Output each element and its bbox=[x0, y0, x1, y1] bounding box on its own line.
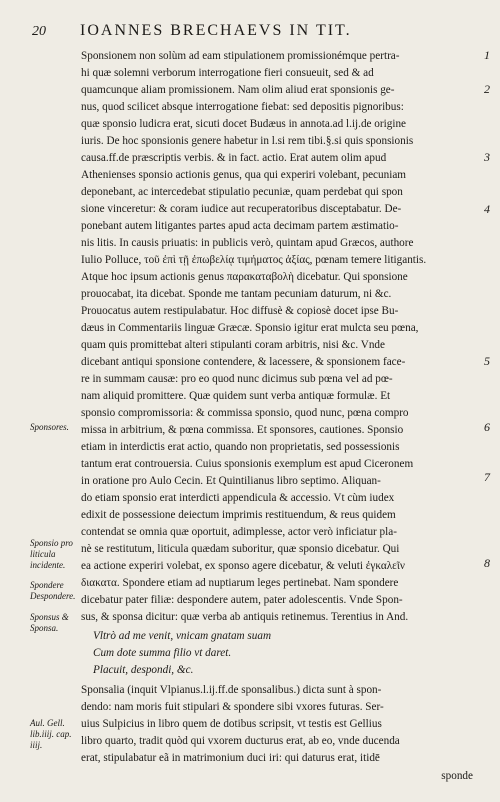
margin-note-sponsio-pro-liticula: Sponsio pro liticula incidente. bbox=[30, 538, 73, 570]
running-head: IOANNES BRECHAEVS IN TIT. bbox=[80, 22, 352, 39]
verse-line: Placuit, despondi, &c. bbox=[93, 664, 194, 676]
text-line: Atque hoc ipsum actionis genus παρακαταβολὴ dicebatur. Qui sponsione bbox=[81, 271, 408, 283]
text-line: dicebant antiqui sponsione contendere, & lacessere, & sponsionem face- bbox=[81, 356, 406, 368]
margin-note-sponsores: Sponsores. bbox=[30, 422, 69, 432]
text-line: tantum erat controuersia. Cuius sponsionis exemplum est apud Ciceronem bbox=[81, 458, 414, 470]
text-line: missa in arbitrium, & pœna commissa. Et sponsores, cautiones. Sponsio bbox=[81, 424, 404, 436]
text-line: erat, stipulabatur eã in matrimonium duci iri: qui daturus erat, itidē bbox=[81, 752, 380, 764]
text-line: dendo: nam moris fuit stipulari & spondere sibi vxores futuras. Ser- bbox=[81, 701, 384, 713]
text-line: sus, & sponsa dicitur: quæ verba ab antiquis retinemus. Terentius in And. bbox=[81, 611, 409, 623]
text-line: sponsio compromissoria: & commissa sponsio, quod nunc, pœna compro bbox=[81, 407, 409, 419]
verse-line: Cum dote summa filio vt daret. bbox=[93, 647, 232, 659]
text-line: nè se restitutum, liticula quædam suboritur, quæ sponsio dicebatur. Qui bbox=[81, 543, 400, 555]
text-line: etiam in interdictis erat actio, quando non proprietatis, sed possessionis bbox=[81, 441, 400, 453]
text-line: dicebatur pater filiæ: despondere autem, pater adolescentis. Vnde Spon- bbox=[81, 594, 403, 606]
text-line: hi quæ solemni verborum interrogatione fieri consueuit, sed & ad bbox=[81, 67, 374, 79]
margin-number: 3 bbox=[484, 150, 490, 164]
margin-number: 4 bbox=[484, 202, 490, 216]
text-line: nus, quod scilicet absque interrogatione fiebat: sed depositis pignoribus: bbox=[81, 101, 404, 113]
margin-number: 8 bbox=[484, 556, 490, 570]
text-line: contendat se omnia quæ oportuit, adimplesse, actor verò inficiatur pla- bbox=[81, 526, 397, 538]
text-line: in oratione pro Aulo Cecin. Et Quintilianus libro septimo. Aliquan- bbox=[81, 475, 381, 487]
text-line: prouocabat, ita dicebat. Sponde me tantam pecuniam daturum, ni &c. bbox=[81, 288, 392, 300]
text-line: Athenienses sponsio actionis genus, qua qui experiri volebant, pecuniam bbox=[81, 169, 406, 181]
text-line: iuris. De hoc sponsionis genere habetur in l.si rem tibi.§.si quis sponsionis bbox=[81, 135, 414, 147]
margin-number: 6 bbox=[484, 420, 490, 434]
text-line: nam aliquid promittere. Quæ quidem sunt verba antiquæ formulæ. Et bbox=[81, 390, 391, 402]
text-line: quamcunque aliam promissionem. Nam olim aliud erat sponsionis ge- bbox=[81, 84, 395, 96]
text-line: uius Sulpicius in libro quem de dotibus scripsit, vt testis est Gellius bbox=[81, 718, 382, 730]
text-line: ea actione experiri volebat, ex sponso agere dicebatur, & veluti ἐγκαλεῖν bbox=[81, 560, 405, 572]
text-line: causa.ff.de præscriptis verbis. & in fact. actio. Erat autem olim apud bbox=[81, 152, 387, 164]
text-line: do etiam sponsio erat interdicti appendicula & accessio. Vt cùm iudex bbox=[81, 492, 395, 504]
text-line: Sponsionem non solùm ad eam stipulationem promissionémque pertra- bbox=[81, 50, 400, 62]
margin-number: 1 bbox=[484, 48, 490, 62]
margin-note-sponsus-sponsa: Sponsus & Sponsa. bbox=[30, 612, 69, 633]
text-line: edixit de possessione deiectum imprimis restituendum, & reus quidem bbox=[81, 509, 396, 521]
catchword: sponde bbox=[441, 770, 473, 782]
page-header bbox=[0, 22, 500, 42]
text-line: deponebant, ac intercedebat stipulatio pecuniæ, quam perdebat qui spon bbox=[81, 186, 403, 198]
text-line: dæus in Commentariis linguæ Græcæ. Sponsio igitur erat mulcta seu pœna, bbox=[81, 322, 419, 334]
text-line: quam quis promittebat alteri stipulanti coram arbitris, nisi &c. Vnde bbox=[81, 339, 385, 351]
margin-note-spondere-despondere: Spondere Despondere. bbox=[30, 580, 76, 601]
margin-number: 7 bbox=[484, 470, 490, 484]
text-line: re in summam causæ: pro eo quod nunc dicimus sub pœna vel ad pœ- bbox=[81, 373, 393, 385]
margin-note-aul-gell: Aul. Gell. lib.iiij. cap. iiij. bbox=[30, 718, 72, 750]
page-number: 20 bbox=[32, 24, 46, 39]
text-line: διακατα. Spondere etiam ad nuptiarum leges pertinebat. Nam spondere bbox=[81, 577, 399, 589]
text-line: Sponsalia (inquit Vlpianus.l.ij.ff.de sponsalibus.) dicta sunt à spon- bbox=[81, 684, 382, 696]
verse-line: Vltrò ad me venit, vnicam gnatam suam bbox=[93, 630, 272, 642]
text-line: quæ sponsio ludicra erat, sicuti docet Budæus in annota.ad l.ij.de origine bbox=[81, 118, 407, 130]
text-line: ponebant autem litigantes partes apud acta decimam partem æstimatio- bbox=[81, 220, 399, 232]
text-line: sione vinceretur: & coram iudice aut recuperatoribus disceptabatur. De- bbox=[81, 203, 402, 215]
text-line: nis litis. In causis priuatis: in publicis verò, quintam apud Græcos, authore bbox=[81, 237, 414, 249]
text-line: Prouocatus autem restipulabatur. Hoc diffusè & copiosè docet ipse Bu- bbox=[81, 305, 399, 317]
text-line: libro quarto, tradit quòd qui vxorem ducturus erat, ab eo, vnde ducenda bbox=[81, 735, 400, 747]
margin-number: 2 bbox=[484, 82, 490, 96]
margin-number: 5 bbox=[484, 354, 490, 368]
text-line: Iulio Polluce, τοῦ ἐπὶ τῇ ἐπωβελίᾳ τιμήματος ἀξίας, pœnam temere litigantis. bbox=[81, 254, 427, 266]
